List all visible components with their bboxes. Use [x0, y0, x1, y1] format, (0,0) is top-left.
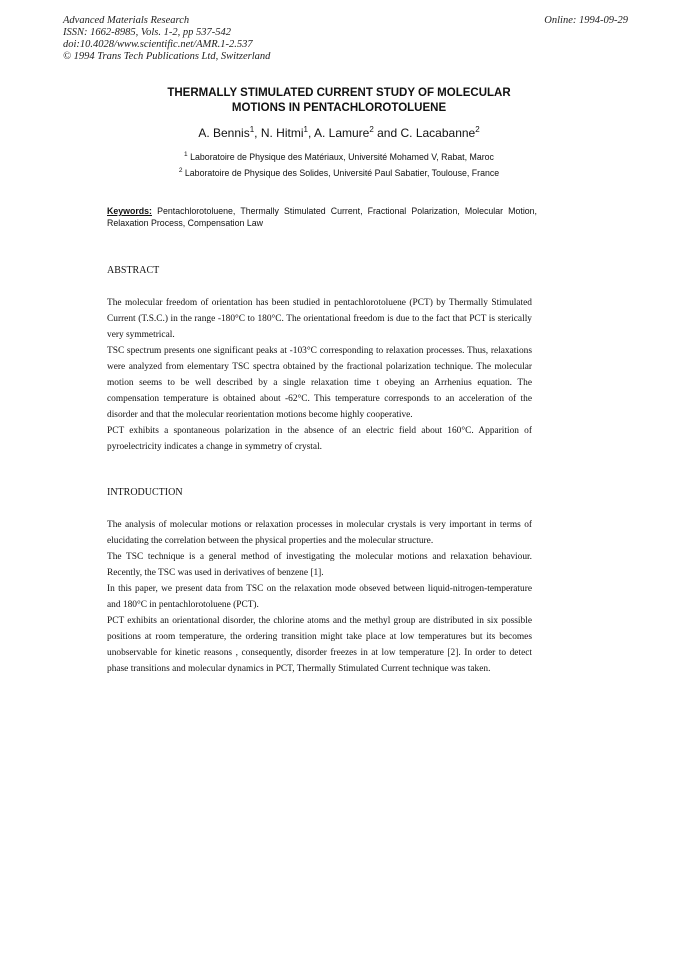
author	[198, 126, 261, 140]
author-separator: ,	[254, 126, 261, 140]
author-list	[60, 126, 618, 140]
abstract-paragraph: The molecular freedom of orientation has been studied in pentachlorotoluene (PCT) by Thermally Stimulated Current (T.S.C.) in the range -180°C to 180°C. The orientational freedom is due to the fact that PCT is sterically very symmetrical.	[107, 298, 532, 340]
introduction-heading: INTRODUCTION	[107, 487, 183, 498]
paper-title	[60, 86, 618, 116]
affiliation-number: 1	[184, 151, 188, 159]
author-name: C. Lacabanne	[400, 126, 476, 140]
author	[400, 126, 479, 140]
author-affiliation-mark: 1	[249, 125, 255, 134]
introduction-paragraph: The TSC technique is a general method of investigating the molecular motions and relaxation behaviour. Recently, the TSC was used in derivatives of benzene [1].	[107, 552, 532, 578]
abstract-paragraph: TSC spectrum presents one significant peaks at -103°C corresponding to relaxation processes. Thus, relaxations were analyzed from elementary TSC spectra obtained by the fractional polarization technique. The molecular motion seems to be well described by a single relaxation time t obeying an Arrhenius equation. The compensation temperature is obtained about -62°C. This temperature corresponds to an acceleration of the disorder and that the molecular reorientation motions become highly cooperative.	[107, 346, 532, 420]
author	[314, 126, 401, 140]
introduction-paragraph: In this paper, we present data from TSC on the relaxation mode obseved between liquid-nitrogen-temperature and 180°C in pentachlorotoluene (PCT).	[107, 584, 532, 610]
abstract-heading: ABSTRACT	[107, 265, 160, 276]
author-name: N. Hitmi	[260, 126, 304, 140]
keywords-block	[107, 205, 537, 229]
keywords-text: Pentachlorotoluene, Thermally Stimulated Current, Fractional Polarization, Molecular Motion, Relaxation Process, Compensation Law	[107, 206, 537, 228]
abstract-body	[107, 295, 532, 455]
title-line-1: THERMALLY STIMULATED CURRENT STUDY OF MOLECULAR	[167, 87, 511, 99]
author-affiliation-mark: 1	[303, 125, 308, 134]
doi-line: doi:10.4028/www.scientific.net/AMR.1-2.537	[63, 39, 253, 50]
title-line-2: MOTIONS IN PENTACHLOROTOLUENE	[231, 102, 447, 114]
introduction-body	[107, 517, 532, 677]
abstract-paragraph: PCT exhibits a spontaneous polarization in the absence of an electric field about 160°C. Apparition of pyroelectricity indicates a change in symmetry of crystal.	[107, 426, 532, 452]
copyright-line: © 1994 Trans Tech Publications Ltd, Switzerland	[63, 51, 271, 62]
affiliation	[60, 168, 618, 179]
affiliation-number: 2	[178, 167, 183, 175]
journal-name: Advanced Materials Research	[63, 15, 190, 26]
introduction-paragraph: The analysis of molecular motions or relaxation processes in molecular crystals is very important in terms of elucidating the correlation between the physical properties and the molecular structure.	[107, 520, 532, 546]
keywords-label: Keywords:	[107, 206, 152, 216]
author-separator: and	[373, 126, 401, 140]
issn-line: ISSN: 1662-8985, Vols. 1-2, pp 537-542	[63, 27, 231, 38]
affiliation	[60, 152, 618, 163]
author-affiliation-mark: 2	[369, 125, 374, 134]
introduction-paragraph: PCT exhibits an orientational disorder, the chlorine atoms and the methyl group are distributed in six possible positions at room temperature, the ordering transition might take place at low temperatures but its becomes unobservable for kinetic reasons , consequently, disorder freezes in at low temperature [2]. In order to detect phase transitions and molecular dynamics in PCT, Thermally Stimulated Current technique was taken.	[107, 616, 532, 674]
author-separator: ,	[307, 126, 314, 140]
affiliation-text: Laboratoire de Physique des Solides, Université Paul Sabatier, Toulouse, France	[184, 168, 500, 178]
author-name: A. Bennis	[198, 126, 250, 140]
author-name: A. Lamure	[313, 126, 370, 140]
online-date: Online: 1994-09-29	[544, 15, 628, 26]
author	[261, 126, 314, 140]
publication-header	[63, 15, 423, 63]
author-affiliation-mark: 2	[475, 125, 480, 134]
affiliation-text: Laboratoire de Physique des Matériaux, Université Mohamed V, Rabat, Maroc	[190, 152, 494, 162]
